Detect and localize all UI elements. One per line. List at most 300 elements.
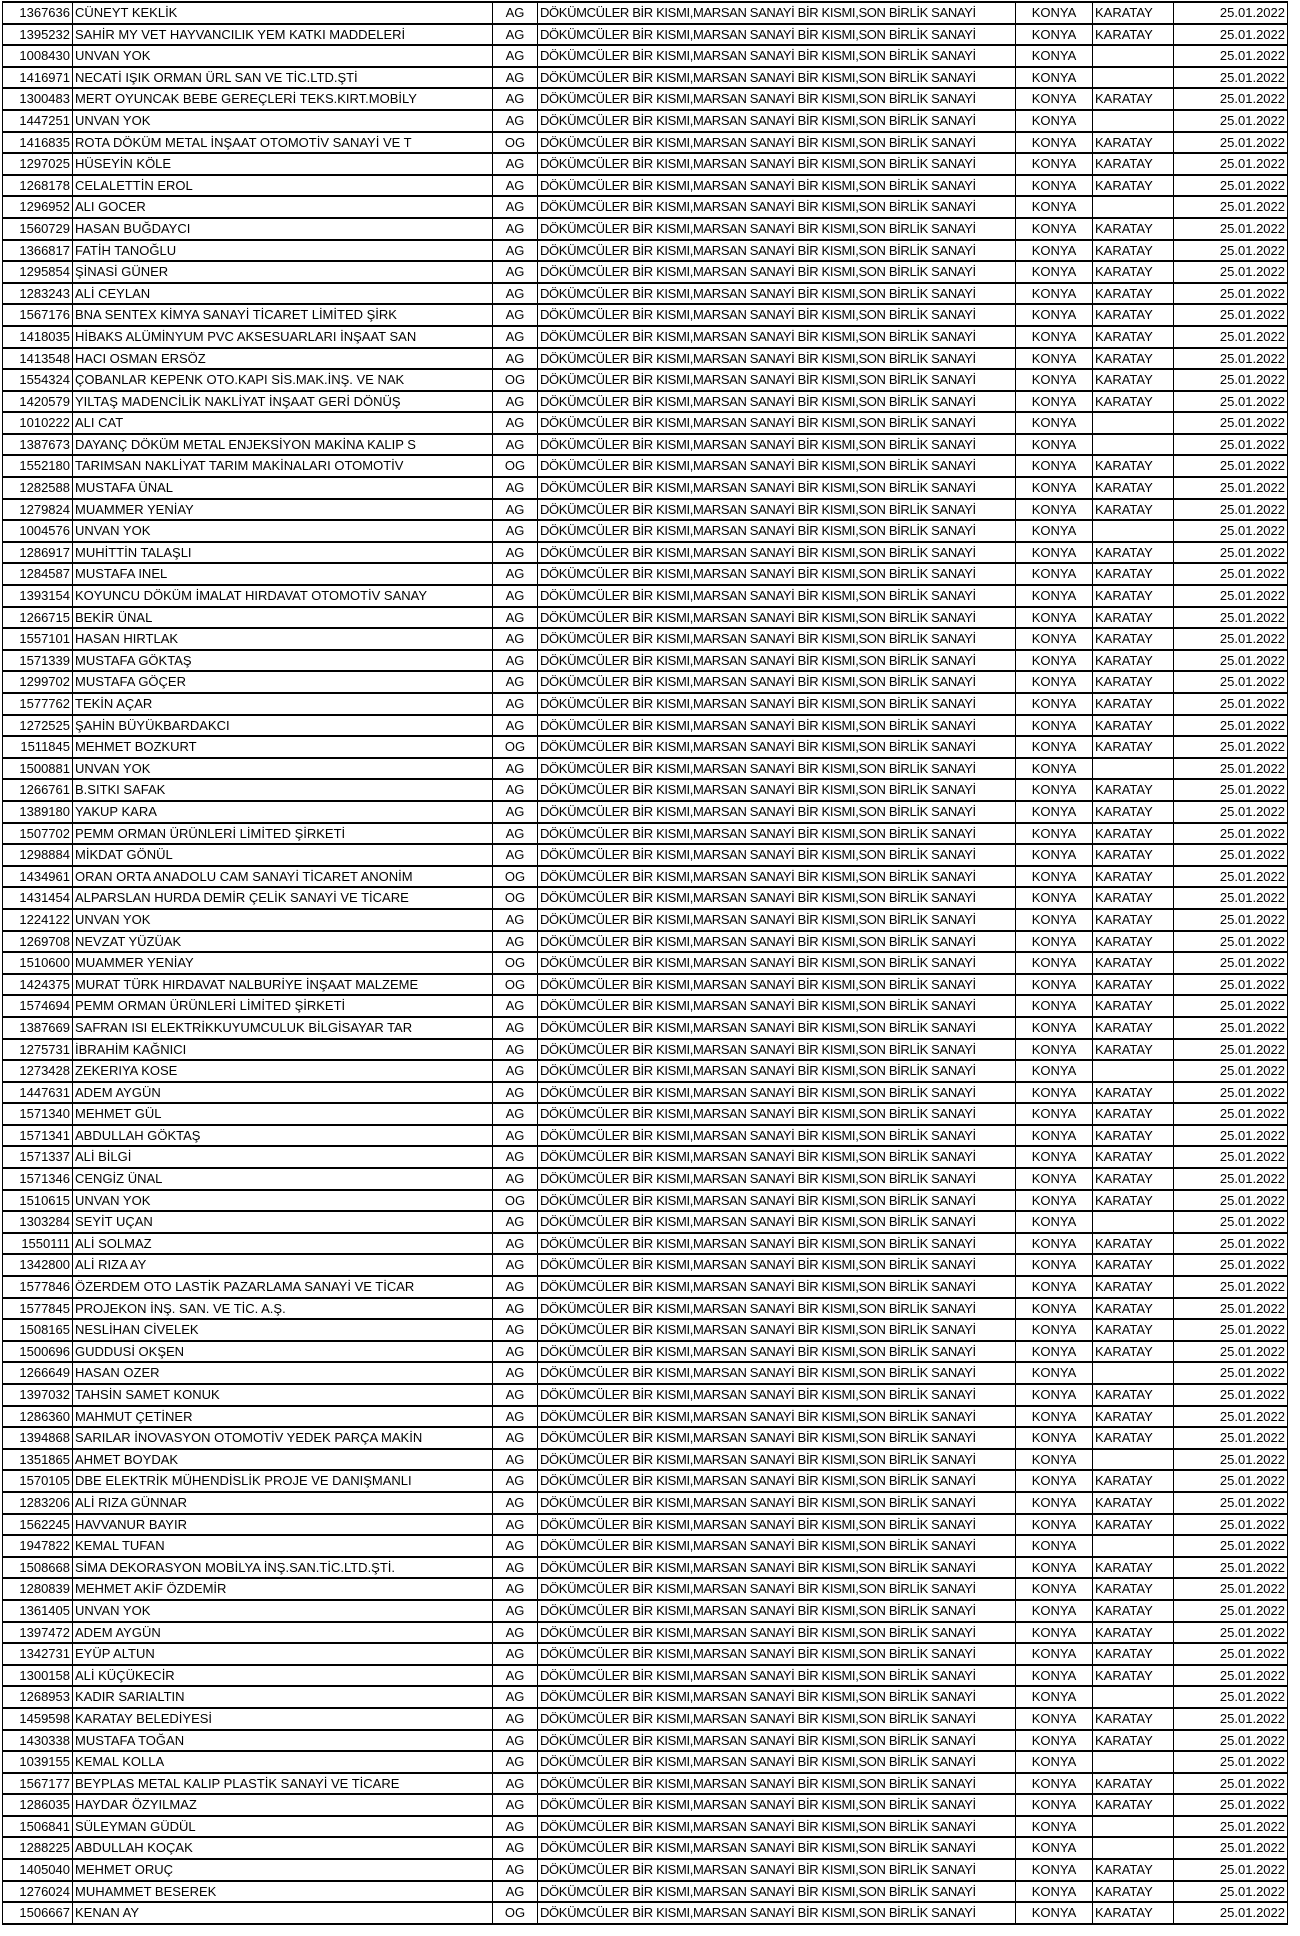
date-cell: 25.01.2022 — [1174, 1103, 1288, 1125]
city-cell: KONYA — [1016, 88, 1093, 110]
name-cell: B.SITKI SAFAK — [73, 779, 493, 801]
name-cell: SAHİR MY VET HAYVANCILIK YEM KATKI MADDELERİ — [73, 24, 493, 46]
voltage-code-cell: AG — [493, 1535, 538, 1557]
voltage-code-cell: AG — [493, 1600, 538, 1622]
region-description-cell: DÖKÜMCÜLER BİR KISMI,MARSAN SANAYİ BİR KISMI,SON BİRLİK SANAYİ — [538, 132, 1016, 154]
region-description-cell: DÖKÜMCÜLER BİR KISMI,MARSAN SANAYİ BİR KISMI,SON BİRLİK SANAYİ — [538, 1017, 1016, 1039]
record-id-cell: 1447631 — [3, 1082, 73, 1104]
record-id-cell: 1405040 — [3, 1859, 73, 1881]
city-cell: KONYA — [1016, 1384, 1093, 1406]
region-description-cell: DÖKÜMCÜLER BİR KISMI,MARSAN SANAYİ BİR KISMI,SON BİRLİK SANAYİ — [538, 1600, 1016, 1622]
region-description-cell: DÖKÜMCÜLER BİR KISMI,MARSAN SANAYİ BİR KISMI,SON BİRLİK SANAYİ — [538, 628, 1016, 650]
record-id-cell: 1506667 — [3, 1902, 73, 1924]
voltage-code-cell: AG — [493, 931, 538, 953]
table-row — [3, 110, 1288, 132]
name-cell: PROJEKON İNŞ. SAN. VE TİC. A.Ş. — [73, 1298, 493, 1320]
table-row — [3, 844, 1288, 866]
district-cell: KARATAY — [1093, 88, 1174, 110]
table-row — [3, 801, 1288, 823]
district-cell — [1093, 520, 1174, 542]
city-cell: KONYA — [1016, 1341, 1093, 1363]
table-row — [3, 240, 1288, 262]
city-cell: KONYA — [1016, 693, 1093, 715]
table-row — [3, 1881, 1288, 1903]
table-row — [3, 823, 1288, 845]
date-cell: 25.01.2022 — [1174, 1816, 1288, 1838]
city-cell: KONYA — [1016, 1319, 1093, 1341]
city-cell: KONYA — [1016, 844, 1093, 866]
date-cell: 25.01.2022 — [1174, 1341, 1288, 1363]
name-cell: MAHMUT ÇETİNER — [73, 1406, 493, 1428]
district-cell — [1093, 1060, 1174, 1082]
district-cell: KARATAY — [1093, 1514, 1174, 1536]
district-cell: KARATAY — [1093, 218, 1174, 240]
region-description-cell: DÖKÜMCÜLER BİR KISMI,MARSAN SANAYİ BİR KISMI,SON BİRLİK SANAYİ — [538, 607, 1016, 629]
district-cell: KARATAY — [1093, 1902, 1174, 1924]
city-cell: KONYA — [1016, 1665, 1093, 1687]
name-cell: İBRAHİM KAĞNICI — [73, 1039, 493, 1061]
voltage-code-cell: AG — [493, 2, 538, 24]
table-row — [3, 304, 1288, 326]
date-cell: 25.01.2022 — [1174, 866, 1288, 888]
city-cell: KONYA — [1016, 1492, 1093, 1514]
date-cell: 25.01.2022 — [1174, 1276, 1288, 1298]
table-row — [3, 175, 1288, 197]
region-description-cell: DÖKÜMCÜLER BİR KISMI,MARSAN SANAYİ BİR KISMI,SON BİRLİK SANAYİ — [538, 153, 1016, 175]
date-cell: 25.01.2022 — [1174, 477, 1288, 499]
voltage-code-cell: AG — [493, 477, 538, 499]
name-cell: MİKDAT GÖNÜL — [73, 844, 493, 866]
date-cell: 25.01.2022 — [1174, 542, 1288, 564]
name-cell: BNA SENTEX KİMYA SANAYİ TİCARET LİMİTED ŞİRK — [73, 304, 493, 326]
district-cell: KARATAY — [1093, 1643, 1174, 1665]
name-cell: AHMET BOYDAK — [73, 1449, 493, 1471]
table-row — [3, 1427, 1288, 1449]
table-row — [3, 1060, 1288, 1082]
voltage-code-cell: AG — [493, 1470, 538, 1492]
record-id-cell: 1506841 — [3, 1816, 73, 1838]
voltage-code-cell: AG — [493, 1730, 538, 1752]
name-cell: DBE ELEKTRİK MÜHENDİSLİK PROJE VE DANIŞMANLI — [73, 1470, 493, 1492]
name-cell: HASAN OZER — [73, 1362, 493, 1384]
date-cell: 25.01.2022 — [1174, 693, 1288, 715]
name-cell: ABDULLAH KOÇAK — [73, 1837, 493, 1859]
name-cell: MUHAMMET BESEREK — [73, 1881, 493, 1903]
voltage-code-cell: AG — [493, 261, 538, 283]
district-cell: KARATAY — [1093, 132, 1174, 154]
city-cell: KONYA — [1016, 931, 1093, 953]
name-cell: ADEM AYGÜN — [73, 1622, 493, 1644]
table-row — [3, 995, 1288, 1017]
name-cell: EYÜP ALTUN — [73, 1643, 493, 1665]
region-description-cell: DÖKÜMCÜLER BİR KISMI,MARSAN SANAYİ BİR KISMI,SON BİRLİK SANAYİ — [538, 1578, 1016, 1600]
voltage-code-cell: AG — [493, 196, 538, 218]
date-cell: 25.01.2022 — [1174, 715, 1288, 737]
record-id-cell: 1397472 — [3, 1622, 73, 1644]
record-id-cell: 1297025 — [3, 153, 73, 175]
name-cell: CELALETTİN EROL — [73, 175, 493, 197]
district-cell: KARATAY — [1093, 1384, 1174, 1406]
date-cell: 25.01.2022 — [1174, 585, 1288, 607]
date-cell: 25.01.2022 — [1174, 1254, 1288, 1276]
record-id-cell: 1571341 — [3, 1125, 73, 1147]
district-cell: KARATAY — [1093, 628, 1174, 650]
name-cell: HİBAKS ALÜMİNYUM PVC AKSESUARLARI İNŞAAT SAN — [73, 326, 493, 348]
city-cell: KONYA — [1016, 1427, 1093, 1449]
voltage-code-cell: AG — [493, 1254, 538, 1276]
table-row — [3, 1773, 1288, 1795]
city-cell: KONYA — [1016, 1730, 1093, 1752]
region-description-cell: DÖKÜMCÜLER BİR KISMI,MARSAN SANAYİ BİR KISMI,SON BİRLİK SANAYİ — [538, 196, 1016, 218]
voltage-code-cell: AG — [493, 1665, 538, 1687]
date-cell: 25.01.2022 — [1174, 412, 1288, 434]
city-cell: KONYA — [1016, 196, 1093, 218]
region-description-cell: DÖKÜMCÜLER BİR KISMI,MARSAN SANAYİ BİR KISMI,SON BİRLİK SANAYİ — [538, 1039, 1016, 1061]
table-row — [3, 1298, 1288, 1320]
voltage-code-cell: AG — [493, 45, 538, 67]
district-cell: KARATAY — [1093, 1406, 1174, 1428]
district-cell — [1093, 758, 1174, 780]
table-row — [3, 1902, 1288, 1924]
name-cell: DAYANÇ DÖKÜM METAL ENJEKSİYON MAKİNA KALIP S — [73, 434, 493, 456]
region-description-cell: DÖKÜMCÜLER BİR KISMI,MARSAN SANAYİ BİR KISMI,SON BİRLİK SANAYİ — [538, 1060, 1016, 1082]
district-cell — [1093, 110, 1174, 132]
voltage-code-cell: AG — [493, 1643, 538, 1665]
city-cell: KONYA — [1016, 1535, 1093, 1557]
voltage-code-cell: OG — [493, 369, 538, 391]
name-cell: PEMM ORMAN ÜRÜNLERİ LİMİTED ŞİRKETİ — [73, 823, 493, 845]
table-row — [3, 607, 1288, 629]
region-description-cell: DÖKÜMCÜLER BİR KISMI,MARSAN SANAYİ BİR KISMI,SON BİRLİK SANAYİ — [538, 1341, 1016, 1363]
region-description-cell: DÖKÜMCÜLER BİR KISMI,MARSAN SANAYİ BİR KISMI,SON BİRLİK SANAYİ — [538, 693, 1016, 715]
table-row — [3, 1514, 1288, 1536]
name-cell: HACI OSMAN ERSÖZ — [73, 348, 493, 370]
voltage-code-cell: AG — [493, 1773, 538, 1795]
date-cell: 25.01.2022 — [1174, 931, 1288, 953]
district-cell: KARATAY — [1093, 995, 1174, 1017]
city-cell: KONYA — [1016, 45, 1093, 67]
table-row — [3, 326, 1288, 348]
record-id-cell: 1393154 — [3, 585, 73, 607]
voltage-code-cell: AG — [493, 110, 538, 132]
name-cell: YILTAŞ MADENCİLİK NAKLİYAT İNŞAAT GERİ DÖNÜŞ — [73, 391, 493, 413]
city-cell: KONYA — [1016, 1837, 1093, 1859]
name-cell: TEKİN AÇAR — [73, 693, 493, 715]
table-row — [3, 974, 1288, 996]
voltage-code-cell: AG — [493, 1837, 538, 1859]
region-description-cell: DÖKÜMCÜLER BİR KISMI,MARSAN SANAYİ BİR KISMI,SON BİRLİK SANAYİ — [538, 1406, 1016, 1428]
voltage-code-cell: AG — [493, 1514, 538, 1536]
date-cell: 25.01.2022 — [1174, 218, 1288, 240]
table-row — [3, 24, 1288, 46]
name-cell: KADIR SARIALTIN — [73, 1686, 493, 1708]
city-cell: KONYA — [1016, 1708, 1093, 1730]
city-cell: KONYA — [1016, 1643, 1093, 1665]
name-cell: MUSTAFA GÖKTAŞ — [73, 650, 493, 672]
region-description-cell: DÖKÜMCÜLER BİR KISMI,MARSAN SANAYİ BİR KISMI,SON BİRLİK SANAYİ — [538, 1254, 1016, 1276]
table-row — [3, 1665, 1288, 1687]
name-cell: ALİ SOLMAZ — [73, 1233, 493, 1255]
table-row — [3, 45, 1288, 67]
region-description-cell: DÖKÜMCÜLER BİR KISMI,MARSAN SANAYİ BİR KISMI,SON BİRLİK SANAYİ — [538, 909, 1016, 931]
name-cell: MUHİTTİN TALAŞLI — [73, 542, 493, 564]
record-id-cell: 1397032 — [3, 1384, 73, 1406]
table-row — [3, 887, 1288, 909]
voltage-code-cell: AG — [493, 1492, 538, 1514]
city-cell: KONYA — [1016, 348, 1093, 370]
date-cell: 25.01.2022 — [1174, 1168, 1288, 1190]
region-description-cell: DÖKÜMCÜLER BİR KISMI,MARSAN SANAYİ BİR KISMI,SON BİRLİK SANAYİ — [538, 1168, 1016, 1190]
voltage-code-cell: OG — [493, 952, 538, 974]
date-cell: 25.01.2022 — [1174, 1514, 1288, 1536]
date-cell: 25.01.2022 — [1174, 1622, 1288, 1644]
voltage-code-cell: AG — [493, 434, 538, 456]
voltage-code-cell: AG — [493, 412, 538, 434]
table-row — [3, 196, 1288, 218]
city-cell: KONYA — [1016, 1146, 1093, 1168]
date-cell: 25.01.2022 — [1174, 110, 1288, 132]
date-cell: 25.01.2022 — [1174, 1190, 1288, 1212]
district-cell: KARATAY — [1093, 2, 1174, 24]
region-description-cell: DÖKÜMCÜLER BİR KISMI,MARSAN SANAYİ BİR KISMI,SON BİRLİK SANAYİ — [538, 88, 1016, 110]
voltage-code-cell: AG — [493, 758, 538, 780]
date-cell: 25.01.2022 — [1174, 1773, 1288, 1795]
district-cell: KARATAY — [1093, 1708, 1174, 1730]
record-id-cell: 1430338 — [3, 1730, 73, 1752]
date-cell: 25.01.2022 — [1174, 1362, 1288, 1384]
record-id-cell: 1275731 — [3, 1039, 73, 1061]
record-id-cell: 1552180 — [3, 455, 73, 477]
name-cell: GUDDUSİ OKŞEN — [73, 1341, 493, 1363]
name-cell: BEKİR ÜNAL — [73, 607, 493, 629]
date-cell: 25.01.2022 — [1174, 24, 1288, 46]
region-description-cell: DÖKÜMCÜLER BİR KISMI,MARSAN SANAYİ BİR KISMI,SON BİRLİK SANAYİ — [538, 1427, 1016, 1449]
date-cell: 25.01.2022 — [1174, 1794, 1288, 1816]
voltage-code-cell: AG — [493, 779, 538, 801]
record-id-cell: 1447251 — [3, 110, 73, 132]
voltage-code-cell: AG — [493, 607, 538, 629]
name-cell: ABDULLAH GÖKTAŞ — [73, 1125, 493, 1147]
region-description-cell: DÖKÜMCÜLER BİR KISMI,MARSAN SANAYİ BİR KISMI,SON BİRLİK SANAYİ — [538, 412, 1016, 434]
city-cell: KONYA — [1016, 412, 1093, 434]
district-cell — [1093, 1535, 1174, 1557]
record-id-cell: 1571339 — [3, 650, 73, 672]
name-cell: BEYPLAS METAL KALIP PLASTİK SANAYİ VE TİCARE — [73, 1773, 493, 1795]
date-cell: 25.01.2022 — [1174, 261, 1288, 283]
record-id-cell: 1571340 — [3, 1103, 73, 1125]
name-cell: UNVAN YOK — [73, 758, 493, 780]
region-description-cell: DÖKÜMCÜLER BİR KISMI,MARSAN SANAYİ BİR KISMI,SON BİRLİK SANAYİ — [538, 326, 1016, 348]
record-id-cell: 1342800 — [3, 1254, 73, 1276]
district-cell: KARATAY — [1093, 1103, 1174, 1125]
voltage-code-cell: OG — [493, 1902, 538, 1924]
record-id-cell: 1394868 — [3, 1427, 73, 1449]
voltage-code-cell: OG — [493, 974, 538, 996]
table-row — [3, 455, 1288, 477]
district-cell: KARATAY — [1093, 866, 1174, 888]
region-description-cell: DÖKÜMCÜLER BİR KISMI,MARSAN SANAYİ BİR KISMI,SON BİRLİK SANAYİ — [538, 520, 1016, 542]
record-id-cell: 1299702 — [3, 671, 73, 693]
date-cell: 25.01.2022 — [1174, 563, 1288, 585]
table-row — [3, 563, 1288, 585]
table-row — [3, 1103, 1288, 1125]
date-cell: 25.01.2022 — [1174, 391, 1288, 413]
region-description-cell: DÖKÜMCÜLER BİR KISMI,MARSAN SANAYİ BİR KISMI,SON BİRLİK SANAYİ — [538, 2, 1016, 24]
table-row — [3, 909, 1288, 931]
voltage-code-cell: AG — [493, 1622, 538, 1644]
date-cell: 25.01.2022 — [1174, 1384, 1288, 1406]
district-cell: KARATAY — [1093, 1298, 1174, 1320]
record-id-cell: 1550111 — [3, 1233, 73, 1255]
district-cell: KARATAY — [1093, 693, 1174, 715]
date-cell: 25.01.2022 — [1174, 887, 1288, 909]
region-description-cell: DÖKÜMCÜLER BİR KISMI,MARSAN SANAYİ BİR KISMI,SON BİRLİK SANAYİ — [538, 110, 1016, 132]
name-cell: SEYİT UÇAN — [73, 1211, 493, 1233]
district-cell: KARATAY — [1093, 671, 1174, 693]
region-description-cell: DÖKÜMCÜLER BİR KISMI,MARSAN SANAYİ BİR KISMI,SON BİRLİK SANAYİ — [538, 1298, 1016, 1320]
district-cell — [1093, 1362, 1174, 1384]
voltage-code-cell: AG — [493, 1686, 538, 1708]
city-cell: KONYA — [1016, 779, 1093, 801]
region-description-cell: DÖKÜMCÜLER BİR KISMI,MARSAN SANAYİ BİR KISMI,SON BİRLİK SANAYİ — [538, 1103, 1016, 1125]
date-cell: 25.01.2022 — [1174, 153, 1288, 175]
name-cell: MUSTAFA TOĞAN — [73, 1730, 493, 1752]
voltage-code-cell: AG — [493, 693, 538, 715]
date-cell: 25.01.2022 — [1174, 1146, 1288, 1168]
date-cell: 25.01.2022 — [1174, 1686, 1288, 1708]
record-id-cell: 1500881 — [3, 758, 73, 780]
table-row — [3, 1470, 1288, 1492]
date-cell: 25.01.2022 — [1174, 455, 1288, 477]
city-cell: KONYA — [1016, 650, 1093, 672]
table-row — [3, 1168, 1288, 1190]
table-row — [3, 88, 1288, 110]
region-description-cell: DÖKÜMCÜLER BİR KISMI,MARSAN SANAYİ BİR KISMI,SON BİRLİK SANAYİ — [538, 1902, 1016, 1924]
city-cell: KONYA — [1016, 1449, 1093, 1471]
region-description-cell: DÖKÜMCÜLER BİR KISMI,MARSAN SANAYİ BİR KISMI,SON BİRLİK SANAYİ — [538, 1665, 1016, 1687]
name-cell: TARIMSAN NAKLİYAT TARIM MAKİNALARI OTOMOTİV — [73, 455, 493, 477]
name-cell: MUAMMER YENİAY — [73, 952, 493, 974]
voltage-code-cell: AG — [493, 585, 538, 607]
table-row — [3, 1190, 1288, 1212]
voltage-code-cell: AG — [493, 1751, 538, 1773]
district-cell: KARATAY — [1093, 1859, 1174, 1881]
record-id-cell: 1266761 — [3, 779, 73, 801]
city-cell: KONYA — [1016, 736, 1093, 758]
record-id-cell: 1268178 — [3, 175, 73, 197]
region-description-cell: DÖKÜMCÜLER BİR KISMI,MARSAN SANAYİ BİR KISMI,SON BİRLİK SANAYİ — [538, 391, 1016, 413]
record-id-cell: 1389180 — [3, 801, 73, 823]
record-id-cell: 1577762 — [3, 693, 73, 715]
date-cell: 25.01.2022 — [1174, 1060, 1288, 1082]
name-cell: YAKUP KARA — [73, 801, 493, 823]
region-description-cell: DÖKÜMCÜLER BİR KISMI,MARSAN SANAYİ BİR KISMI,SON BİRLİK SANAYİ — [538, 1384, 1016, 1406]
district-cell: KARATAY — [1093, 1125, 1174, 1147]
name-cell: UNVAN YOK — [73, 1600, 493, 1622]
name-cell: ŞİNASİ GÜNER — [73, 261, 493, 283]
table-row — [3, 1384, 1288, 1406]
table-row — [3, 1341, 1288, 1363]
voltage-code-cell: OG — [493, 1190, 538, 1212]
region-description-cell: DÖKÜMCÜLER BİR KISMI,MARSAN SANAYİ BİR KISMI,SON BİRLİK SANAYİ — [538, 1535, 1016, 1557]
voltage-code-cell: AG — [493, 1881, 538, 1903]
voltage-code-cell: AG — [493, 1103, 538, 1125]
district-cell — [1093, 1686, 1174, 1708]
date-cell: 25.01.2022 — [1174, 1082, 1288, 1104]
district-cell: KARATAY — [1093, 153, 1174, 175]
name-cell: HASAN HIRTLAK — [73, 628, 493, 650]
date-cell: 25.01.2022 — [1174, 132, 1288, 154]
date-cell: 25.01.2022 — [1174, 1298, 1288, 1320]
date-cell: 25.01.2022 — [1174, 1039, 1288, 1061]
city-cell: KONYA — [1016, 866, 1093, 888]
region-description-cell: DÖKÜMCÜLER BİR KISMI,MARSAN SANAYİ BİR KISMI,SON BİRLİK SANAYİ — [538, 1082, 1016, 1104]
record-id-cell: 1273428 — [3, 1060, 73, 1082]
region-description-cell: DÖKÜMCÜLER BİR KISMI,MARSAN SANAYİ BİR KISMI,SON BİRLİK SANAYİ — [538, 736, 1016, 758]
voltage-code-cell: AG — [493, 88, 538, 110]
city-cell: KONYA — [1016, 1082, 1093, 1104]
city-cell: KONYA — [1016, 585, 1093, 607]
name-cell: KEMAL TUFAN — [73, 1535, 493, 1557]
voltage-code-cell: AG — [493, 1082, 538, 1104]
region-description-cell: DÖKÜMCÜLER BİR KISMI,MARSAN SANAYİ BİR KISMI,SON BİRLİK SANAYİ — [538, 974, 1016, 996]
district-cell: KARATAY — [1093, 1190, 1174, 1212]
date-cell: 25.01.2022 — [1174, 1902, 1288, 1924]
region-description-cell: DÖKÜMCÜLER BİR KISMI,MARSAN SANAYİ BİR KISMI,SON BİRLİK SANAYİ — [538, 866, 1016, 888]
date-cell: 25.01.2022 — [1174, 909, 1288, 931]
date-cell: 25.01.2022 — [1174, 1470, 1288, 1492]
city-cell: KONYA — [1016, 995, 1093, 1017]
date-cell: 25.01.2022 — [1174, 326, 1288, 348]
date-cell: 25.01.2022 — [1174, 1406, 1288, 1428]
date-cell: 25.01.2022 — [1174, 823, 1288, 845]
district-cell: KARATAY — [1093, 1622, 1174, 1644]
region-description-cell: DÖKÜMCÜLER BİR KISMI,MARSAN SANAYİ BİR KISMI,SON BİRLİK SANAYİ — [538, 887, 1016, 909]
record-id-cell: 1567177 — [3, 1773, 73, 1795]
district-cell: KARATAY — [1093, 477, 1174, 499]
city-cell: KONYA — [1016, 1773, 1093, 1795]
name-cell: ALİ KÜÇÜKECİR — [73, 1665, 493, 1687]
region-description-cell: DÖKÜMCÜLER BİR KISMI,MARSAN SANAYİ BİR KISMI,SON BİRLİK SANAYİ — [538, 218, 1016, 240]
city-cell: KONYA — [1016, 326, 1093, 348]
region-description-cell: DÖKÜMCÜLER BİR KISMI,MARSAN SANAYİ BİR KISMI,SON BİRLİK SANAYİ — [538, 67, 1016, 89]
voltage-code-cell: AG — [493, 1384, 538, 1406]
region-description-cell: DÖKÜMCÜLER BİR KISMI,MARSAN SANAYİ BİR KISMI,SON BİRLİK SANAYİ — [538, 779, 1016, 801]
city-cell: KONYA — [1016, 758, 1093, 780]
voltage-code-cell: AG — [493, 326, 538, 348]
name-cell: ŞAHİN BÜYÜKBARDAKCI — [73, 715, 493, 737]
city-cell: KONYA — [1016, 1103, 1093, 1125]
name-cell: ALİ BİLGİ — [73, 1146, 493, 1168]
region-description-cell: DÖKÜMCÜLER BİR KISMI,MARSAN SANAYİ BİR KISMI,SON BİRLİK SANAYİ — [538, 823, 1016, 845]
table-row — [3, 499, 1288, 521]
name-cell: UNVAN YOK — [73, 110, 493, 132]
city-cell: KONYA — [1016, 1622, 1093, 1644]
city-cell: KONYA — [1016, 455, 1093, 477]
voltage-code-cell: OG — [493, 866, 538, 888]
district-cell: KARATAY — [1093, 887, 1174, 909]
city-cell: KONYA — [1016, 542, 1093, 564]
table-row — [3, 153, 1288, 175]
table-row — [3, 520, 1288, 542]
table-row — [3, 585, 1288, 607]
voltage-code-cell: AG — [493, 671, 538, 693]
district-cell: KARATAY — [1093, 909, 1174, 931]
district-cell: KARATAY — [1093, 779, 1174, 801]
district-cell: KARATAY — [1093, 369, 1174, 391]
date-cell: 25.01.2022 — [1174, 1557, 1288, 1579]
table-row — [3, 866, 1288, 888]
